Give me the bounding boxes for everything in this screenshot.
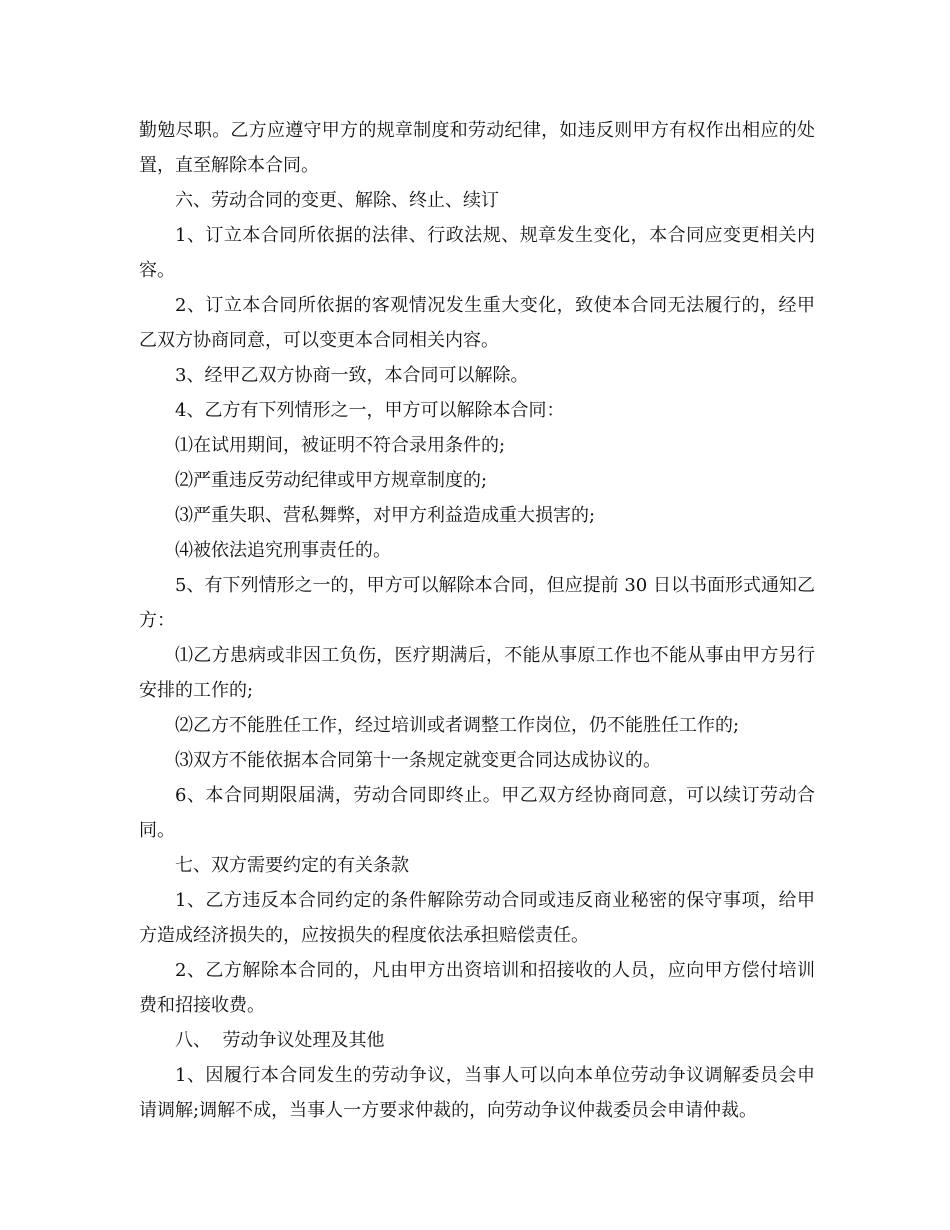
clause-6-4: 4、乙方有下列情形之一，甲方可以解除本合同：	[175, 400, 565, 421]
clause-6-5-item-1: ⑴乙方患病或非因工负伤，医疗期满后，不能从事原工作也不能从事由甲方另行安排的工作的;	[139, 645, 815, 701]
clause-6-5-item-3: ⑶双方不能依据本合同第十一条规定就变更合同达成协议的。	[175, 750, 661, 771]
clause-7-2: 2、乙方解除本合同的，凡由甲方出资培训和招接收的人员，应向甲方偿付培训费和招接收费。	[139, 960, 815, 1016]
clause-8-1: 1、因履行本合同发生的劳动争议，当事人可以向本单位劳动争议调解委员会申请调解;调解不成，当事人一方要求仲裁的，向劳动争议仲裁委员会申请仲裁。	[139, 1065, 815, 1121]
clause-7-1: 1、乙方违反本合同约定的条件解除劳动合同或违反商业秘密的保守事项，给甲方造成经济损失的，应按损失的程度依法承担赔偿责任。	[139, 890, 815, 946]
clause-6-1: 1、订立本合同所依据的法律、行政法规、规章发生变化，本合同应变更相关内容。	[139, 225, 815, 281]
clause-6-4-item-2: ⑵严重违反劳动纪律或甲方规章制度的;	[175, 470, 488, 491]
clause-6-4-item-3: ⑶严重失职、营私舞弊，对甲方利益造成重大损害的;	[175, 505, 596, 526]
clause-6-5-item-2: ⑵乙方不能胜任工作，经过培训或者调整工作岗位，仍不能胜任工作的;	[175, 715, 740, 736]
paragraph-continuation: 勤勉尽职。乙方应遵守甲方的规章制度和劳动纪律，如违反则甲方有权作出相应的处置，直至解除本合同。	[139, 120, 815, 176]
document-body	[139, 113, 815, 1128]
clause-6-5: 5、有下列情形之一的，甲方可以解除本合同，但应提前 30 日以书面形式通知乙方：	[139, 575, 815, 631]
section-heading-8: 八、 劳动争议处理及其他	[175, 1030, 385, 1051]
section-heading-6: 六、劳动合同的变更、解除、终止、续订	[175, 190, 499, 211]
clause-6-3: 3、经甲乙双方协商一致，本合同可以解除。	[175, 365, 529, 386]
section-heading-7: 七、双方需要约定的有关条款	[175, 855, 409, 876]
clause-6-4-item-1: ⑴在试用期间，被证明不符合录用条件的;	[175, 435, 506, 456]
clause-6-2: 2、订立本合同所依据的客观情况发生重大变化，致使本合同无法履行的，经甲乙双方协商同意，可以变更本合同相关内容。	[139, 295, 815, 351]
clause-6-6: 6、本合同期限届满，劳动合同即终止。甲乙双方经协商同意，可以续订劳动合同。	[139, 785, 815, 841]
clause-6-4-item-4: ⑷被依法追究刑事责任的。	[175, 540, 391, 561]
